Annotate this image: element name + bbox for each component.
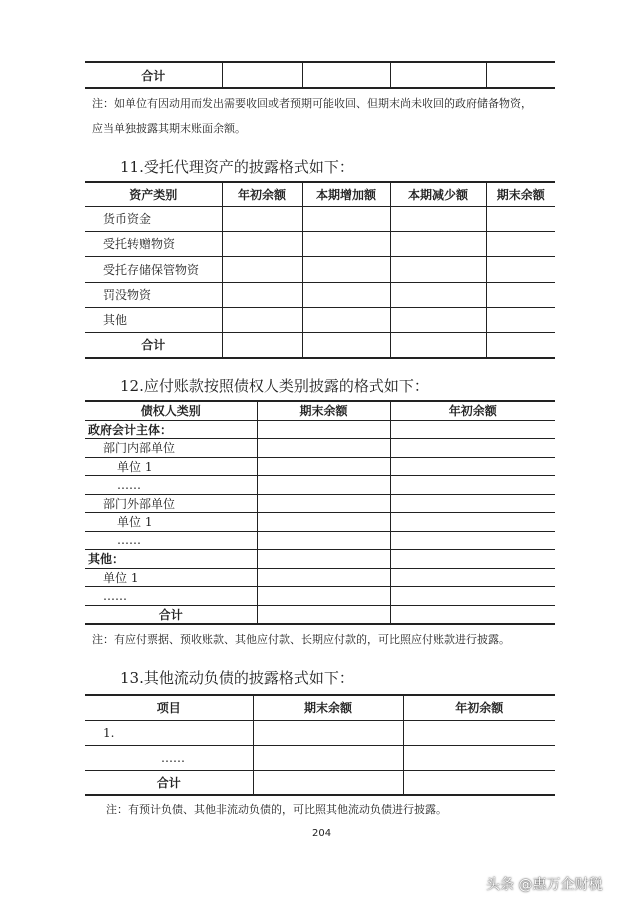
col-header: 期末余额 [257, 401, 390, 420]
table-row [85, 586, 555, 605]
section13-note: 注：有预计负债、其他非流动负债的，可比照其他流动负债进行披露。 [106, 803, 447, 816]
row-label: 罚没物资 [85, 282, 222, 307]
total-label: 合计 [85, 770, 253, 795]
row-label: 单位 1 [85, 568, 257, 586]
col-header: 年初余额 [403, 695, 555, 720]
top-total-table [85, 61, 555, 89]
col-header: 项目 [85, 695, 253, 720]
watermark: 头条 @惠万企财税 [486, 877, 603, 893]
note-top-line1: 注：如单位有因动用而发出需要收回或者预期可能收回、但期末尚未收回的政府储备物资， [92, 97, 532, 110]
table-row [85, 457, 555, 475]
section11-table [85, 181, 555, 359]
row-label: 其他 [85, 307, 222, 332]
top-total-cell [302, 62, 390, 88]
col-header: 年初余额 [390, 401, 555, 420]
top-total-cell [390, 62, 486, 88]
page-number: 204 [312, 828, 332, 839]
row-label: …… [85, 475, 257, 494]
table-row [85, 568, 555, 586]
row-label: 单位 1 [85, 512, 257, 531]
table-row [85, 745, 555, 770]
top-total-cell [222, 62, 302, 88]
table-row [85, 494, 555, 512]
table-row [85, 420, 555, 438]
top-total-label: 合计 [85, 62, 222, 88]
table-row [85, 475, 555, 494]
row-label: 1. [85, 720, 253, 745]
table-row [85, 605, 555, 624]
table-row [85, 438, 555, 457]
col-header: 资产类别 [85, 182, 222, 206]
section12-note: 注：有应付票据、预收账款、其他应付款、长期应付款的，可比照应付账款进行披露。 [92, 633, 510, 646]
table-row [85, 256, 555, 282]
row-label: 政府会计主体： [85, 420, 257, 438]
row-label: 部门内部单位 [85, 438, 257, 457]
row-label: …… [85, 745, 253, 770]
total-label: 合计 [85, 332, 222, 358]
section13-heading: 13.其他流动负债的披露格式如下： [120, 669, 354, 687]
col-header: 期末余额 [486, 182, 555, 206]
row-label: 单位 1 [85, 457, 257, 475]
table-row [85, 531, 555, 549]
col-header: 本期减少额 [390, 182, 486, 206]
section11-heading: 11.受托代理资产的披露格式如下： [120, 158, 354, 176]
row-label: 其他： [85, 549, 257, 568]
top-total-cell [486, 62, 555, 88]
table-row [85, 512, 555, 531]
table-row [85, 332, 555, 358]
col-header: 年初余额 [222, 182, 302, 206]
col-header: 期末余额 [253, 695, 403, 720]
table-row [85, 206, 555, 231]
col-header: 债权人类别 [85, 401, 257, 420]
table-row [85, 549, 555, 568]
total-label: 合计 [85, 605, 257, 624]
section12-heading: 12.应付账款按照债权人类别披露的格式如下： [120, 377, 429, 395]
row-label: 受托转赠物资 [85, 231, 222, 256]
section12-table [85, 400, 555, 625]
table-row [85, 231, 555, 256]
section13-table [85, 694, 555, 796]
table-row [85, 282, 555, 307]
table-row [85, 720, 555, 745]
row-label: 部门外部单位 [85, 494, 257, 512]
table-row [85, 770, 555, 795]
row-label: …… [85, 531, 257, 549]
row-label: …… [85, 586, 257, 605]
table-row [85, 307, 555, 332]
row-label: 受托存储保管物资 [85, 256, 222, 282]
col-header: 本期增加额 [302, 182, 390, 206]
row-label: 货币资金 [85, 206, 222, 231]
note-top-line2: 应当单独披露其期末账面余额。 [92, 122, 246, 135]
